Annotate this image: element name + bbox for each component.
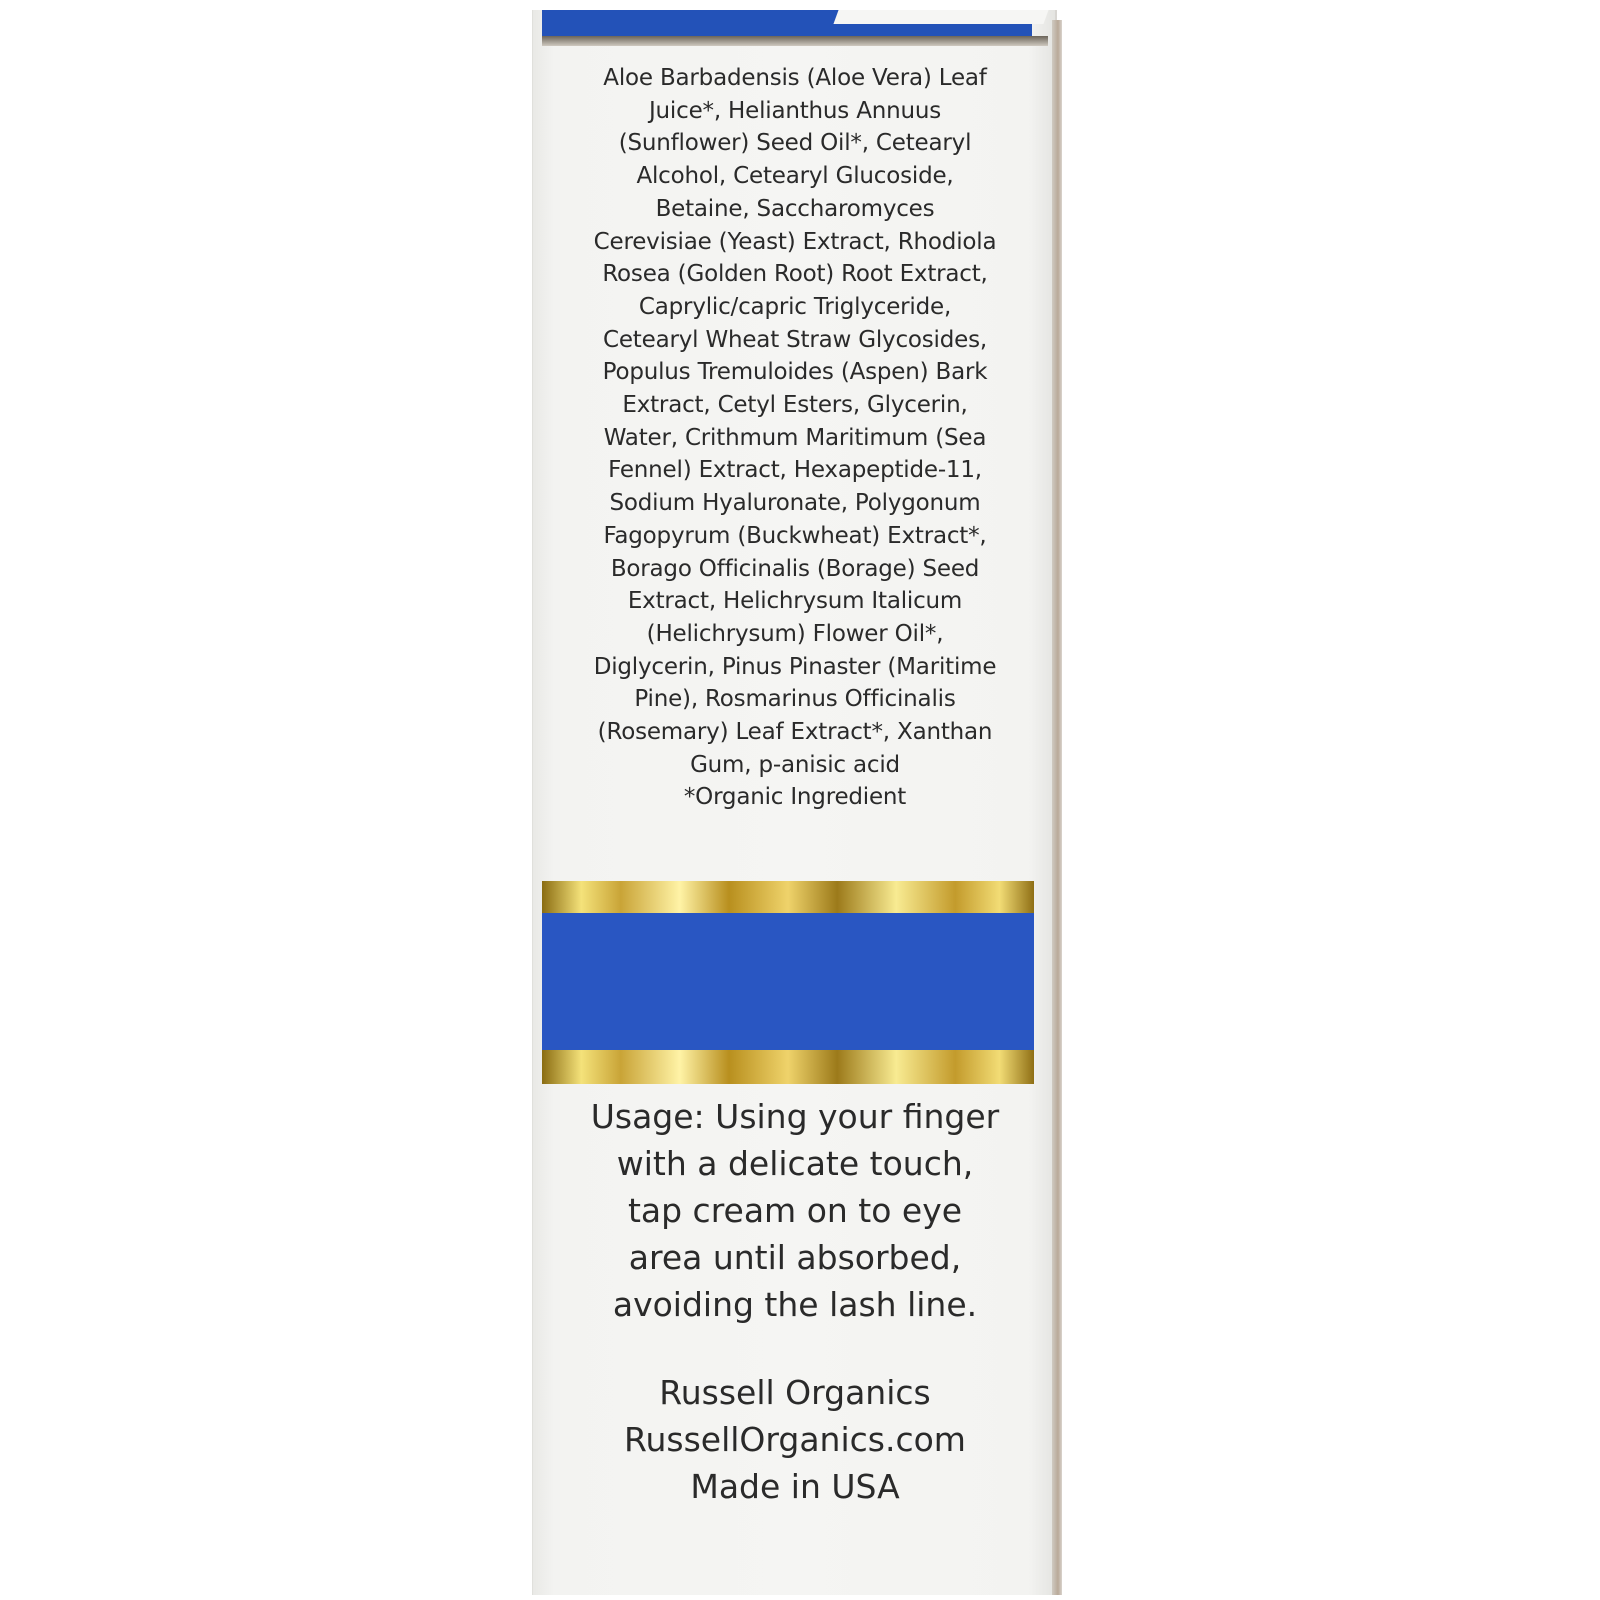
ingredients-line: Fennel) Extract, Hexapeptide-11, (608, 457, 982, 484)
ingredients-line: Extract, Cetyl Esters, Glycerin, (622, 392, 968, 419)
ingredients-line: Sodium Hyaluronate, Polygonum (609, 490, 981, 517)
ingredients-line: Gum, p-anisic acid (690, 751, 900, 778)
brand-name: Russell Organics (659, 1373, 931, 1412)
box-top-flap-fold (833, 10, 1048, 24)
ingredients-line: Borago Officinalis (Borage) Seed (610, 555, 980, 582)
gold-foil-stripe-bottom (542, 1050, 1034, 1084)
ingredients-line: Populus Tremuloides (Aspen) Bark (602, 359, 988, 386)
usage-line: tap cream on to eye (627, 1191, 963, 1230)
ingredients-line: Betaine, Saccharomyces (655, 195, 935, 222)
gold-foil-stripe-top (542, 881, 1034, 913)
blue-band (542, 913, 1034, 1050)
ingredients-line: Juice*, Helianthus Annuus (648, 97, 942, 124)
ingredients-line: Cerevisiae (Yeast) Extract, Rhodiola (593, 228, 997, 255)
ingredients-line: Extract, Helichrysum Italicum (627, 588, 963, 615)
country-of-origin: Made in USA (690, 1467, 900, 1506)
ingredients-list (560, 62, 1030, 814)
ingredients-line: Pine), Rosmarinus Officinalis (634, 686, 956, 713)
ingredients-line: Rosea (Golden Root) Root Extract, (602, 261, 988, 288)
usage-instructions (560, 1093, 1030, 1328)
brand-info (560, 1369, 1030, 1510)
brand-website: RussellOrganics.com (624, 1420, 966, 1459)
ingredients-line: (Helichrysum) Flower Oil*, (646, 620, 944, 647)
usage-line: with a delicate touch, (616, 1144, 974, 1183)
box-edge (1052, 20, 1062, 1595)
ingredients-line: (Sunflower) Seed Oil*, Cetearyl (618, 130, 972, 157)
ingredients-line: Caprylic/capric Triglyceride, (638, 293, 952, 320)
ingredients-line: Fagopyrum (Buckwheat) Extract*, (603, 522, 987, 549)
usage-line: Usage: Using your finger (590, 1097, 1000, 1136)
usage-line: area until absorbed, (628, 1238, 962, 1277)
box-top-shadow (542, 36, 1048, 46)
ingredients-line: (Rosemary) Leaf Extract*, Xanthan (597, 719, 993, 746)
ingredients-line: Water, Crithmum Maritimum (Sea (603, 424, 987, 451)
ingredients-line: Aloe Barbadensis (Aloe Vera) Leaf (603, 65, 987, 91)
organic-footnote: *Organic Ingredient (683, 784, 907, 811)
ingredients-line: Cetearyl Wheat Straw Glycosides, (603, 326, 987, 353)
usage-line: avoiding the lash line. (612, 1285, 978, 1324)
ingredients-line: Diglycerin, Pinus Pinaster (Maritime (593, 653, 997, 680)
ingredients-line: Alcohol, Cetearyl Glucoside, (636, 163, 954, 190)
